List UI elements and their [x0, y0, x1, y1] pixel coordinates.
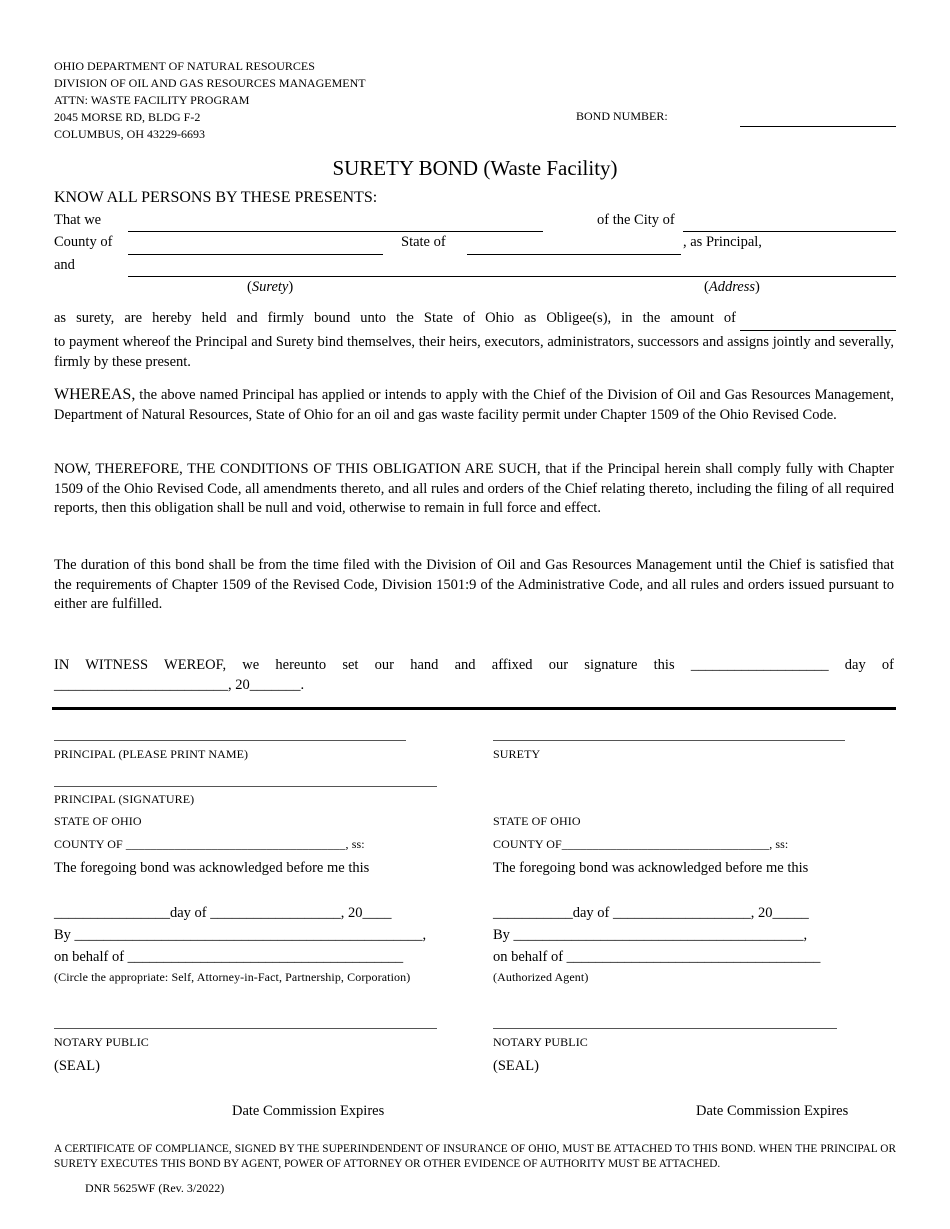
left-by-line: By ________________________________________________, — [54, 927, 427, 943]
bond-number-label: BOND NUMBER: — [576, 109, 668, 123]
form-number: DNR 5625WF (Rev. 3/2022) — [85, 1181, 225, 1195]
agency-line: DIVISION OF OIL AND GAS RESOURCES MANAGEMENT — [54, 76, 366, 90]
right-notary-label: NOTARY PUBLIC — [493, 1035, 588, 1049]
right-by-line: By ________________________________________, — [493, 927, 808, 943]
left-day-line: ________________day of __________________, 20____ — [54, 905, 392, 921]
left-acknowledged-text: The foregoing bond was acknowledged before me this — [54, 860, 370, 876]
amount-field[interactable] — [740, 312, 896, 331]
surety-bound-text: as surety, are hereby held and firmly bound unto the State of Ohio as Obligee(s), in the amount of — [54, 310, 736, 326]
agency-address-block — [54, 58, 366, 143]
agency-line: 2045 MORSE RD, BLDG F-2 — [54, 110, 201, 124]
authorized-agent-note: (Authorized Agent) — [493, 970, 589, 984]
circle-appropriate-note: (Circle the appropriate: Self, Attorney-in-Fact, Partnership, Corporation) — [54, 970, 411, 984]
document-title: SURETY BOND (Waste Facility) — [332, 156, 618, 180]
right-seal-label: (SEAL) — [493, 1058, 539, 1074]
section-divider — [52, 707, 896, 710]
left-seal-label: (SEAL) — [54, 1058, 100, 1074]
principal-print-line[interactable] — [54, 740, 406, 741]
principal-signature-label: PRINCIPAL (SIGNATURE) — [54, 792, 195, 806]
principal-signature-line[interactable] — [54, 786, 437, 787]
county-field[interactable] — [128, 236, 383, 255]
agency-line: ATTN: WASTE FACILITY PROGRAM — [54, 93, 250, 107]
surety-signature-line[interactable] — [493, 740, 845, 741]
agency-line: COLUMBUS, OH 43229-6693 — [54, 127, 206, 141]
intro-heading: KNOW ALL PERSONS BY THESE PRESENTS: — [54, 189, 378, 206]
right-acknowledged-text: The foregoing bond was acknowledged before me this — [493, 860, 809, 876]
principal-print-label: PRINCIPAL (PLEASE PRINT NAME) — [54, 747, 249, 761]
right-notary-signature-line[interactable] — [493, 1028, 837, 1029]
city-field[interactable] — [683, 213, 896, 232]
left-behalf-line: on behalf of ______________________________________ — [54, 949, 404, 965]
bond-number-field[interactable] — [740, 109, 896, 127]
state-field[interactable] — [467, 236, 681, 255]
principal-name-field[interactable] — [128, 213, 543, 232]
address-caption: (Address) — [704, 279, 760, 295]
witness-line-2: ________________________, 20_______. — [54, 677, 305, 693]
surety-caption: (Surety) — [247, 279, 294, 295]
surety-caption-text: Surety — [251, 279, 289, 295]
county-of-label: County of — [54, 234, 113, 250]
now-therefore-lead: NOW, THEREFORE, THE CONDITIONS OF THIS OBLIGATION ARE SUCH, — [54, 461, 541, 477]
right-day-line: ___________day of ___________________, 20_____ — [493, 905, 809, 921]
that-we-label: That we — [54, 212, 102, 228]
as-principal-label: , as Principal, — [683, 234, 762, 250]
state-of-label: State of — [401, 234, 446, 250]
left-notary-signature-line[interactable] — [54, 1028, 437, 1029]
left-state-label: STATE OF OHIO — [54, 814, 142, 828]
whereas-body: the above named Principal has applied or intends to apply with the Chief of the Division of Oil and Gas Resources Management, Department of Natural Resources, State of Ohio for an oil and gas waste facility permit under Chapter 1509 of the Ohio Revised Code. — [54, 387, 894, 423]
left-date-expires: Date Commission Expires — [232, 1103, 385, 1119]
address-caption-text: Address — [708, 279, 756, 295]
now-therefore-body: that if the Principal herein shall comply fully with Chapter 1509 of the Ohio Revised Code, all amendments thereto, and all rules and orders of the Chief relating thereto, including the filing of all required reports, then this obligation shall be null and void, otherwise to remain in full force and effect. — [54, 461, 894, 516]
payment-paragraph: to payment whereof the Principal and Surety bind themselves, their heirs, executors, administrators, successors and assigns jointly and severally, firmly by these present. — [54, 334, 894, 370]
of-city-label: of the City of — [597, 212, 675, 228]
duration-paragraph: The duration of this bond shall be from the time filed with the Division of Oil and Gas Resources Management until the Chief is satisfied that the requirements of Chapter 1509 of the Revised Code, Division 1501:9 of the Administrative Code, and all rules and orders issued pursuant to either are fulfilled. — [54, 557, 894, 612]
right-county-line: COUNTY OF__________________________________, ss: — [493, 837, 789, 851]
left-county-line: COUNTY OF ____________________________________, ss: — [54, 837, 365, 851]
right-state-label: STATE OF OHIO — [493, 814, 581, 828]
witness-line-1: IN WITNESS WEREOF, we hereunto set our hand and affixed our signature this ___________________ day of — [54, 657, 894, 673]
whereas-lead: WHEREAS, — [54, 386, 136, 403]
left-notary-label: NOTARY PUBLIC — [54, 1035, 149, 1049]
surety-address-field[interactable] — [128, 258, 896, 277]
now-therefore-paragraph — [54, 460, 894, 519]
surety-label: SURETY — [493, 747, 541, 761]
whereas-paragraph — [54, 385, 894, 425]
right-behalf-line: on behalf of ___________________________________ — [493, 949, 821, 965]
right-date-expires: Date Commission Expires — [696, 1103, 849, 1119]
and-label: and — [54, 257, 75, 273]
agency-line: OHIO DEPARTMENT OF NATURAL RESOURCES — [54, 59, 315, 73]
certificate-notice: A CERTIFICATE OF COMPLIANCE, SIGNED BY THE SUPERINDENDENT OF INSURANCE OF OHIO, MUST BE ATTACHED TO THIS BOND. WHEN THE PRINCIPAL OR SURETY EXECUTES THIS BOND BY AGENT, POWER OF ATTORNEY OR OTHER EVIDENCE OF AUTHORITY MUST BE ATTACHED. — [54, 1143, 896, 1170]
